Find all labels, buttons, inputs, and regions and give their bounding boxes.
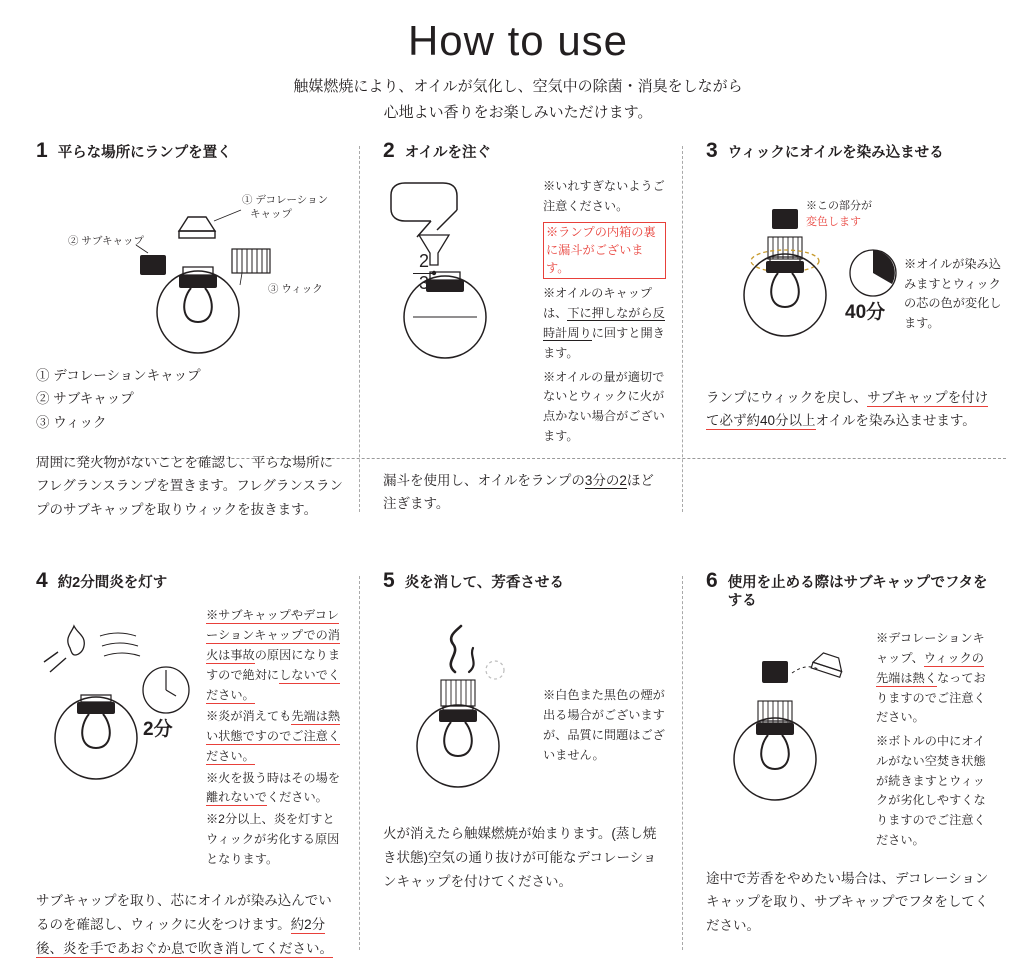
step-4-content	[36, 606, 343, 869]
legend-item-3: ③ ウィック	[36, 415, 107, 431]
step-4-title: 約2分間炎を灯す	[57, 574, 168, 591]
step-5-caption: 火が消えたら触媒燃焼が始まります。(蒸し焼き状態)空気の通り抜けが可能なデコレーションキャップを付けてください。	[383, 826, 657, 889]
step-1-heading	[36, 140, 343, 163]
step-4-note-2: ※炎が消えても先端は熱い状態ですのでご注意ください。	[206, 709, 341, 763]
step-6-notes	[876, 625, 989, 850]
fraction-numerator: 2	[418, 251, 429, 271]
fraction-denominator: 3	[418, 272, 429, 293]
step-4-notes	[206, 606, 343, 869]
page-title: How to use	[407, 17, 629, 64]
step-3-caption-underline-2: 約40分以上	[746, 413, 816, 429]
page-subtitle	[0, 74, 1036, 125]
step-3-divider	[682, 146, 684, 512]
step-3-art-note-red: 変色します	[806, 215, 861, 228]
step-5	[359, 570, 682, 960]
page-header	[0, 0, 1036, 125]
step-1-title: 平らな場所にランプを置く	[57, 145, 232, 161]
step-2-notes	[543, 177, 666, 447]
step-1-label-sub-cap: ② サブキャップ	[68, 234, 144, 247]
step-5-note: ※白色また黒色の煙が出る場合がございますが、品質に問題はございません。	[543, 688, 665, 762]
step-2-caption: 漏斗を使用し、オイルをランプの3分の2ほど注ぎます。	[383, 472, 654, 512]
subtitle-line-1: 触媒燃焼により、オイルが気化し、空気中の除菌・消臭をしながら	[293, 78, 743, 96]
lighting-flame-diagram	[36, 606, 196, 796]
step-6-note-2: ※ボトルの中にオイルがない空焚き状態が続きますとウィックが劣化しやすくなりますのでご注意ください。	[876, 734, 986, 847]
step-2-note-1: ※いれすぎないようご注意ください。	[543, 178, 665, 213]
step-6-divider	[682, 576, 684, 951]
step-1-illustration	[36, 177, 343, 362]
pouring-oil-diagram	[383, 177, 533, 367]
step-3-art-note: ※この部分が 変色します	[806, 199, 872, 231]
step-4-timer: 2分	[143, 719, 173, 741]
step-6-note-1: ※デコレーションキャップ、ウィックの先端は熱くなっておりますのでご注意ください。	[876, 631, 986, 725]
step-2-number: 2	[383, 139, 395, 162]
step-4-caption-underline-2: 炎を手であおぐか息で吹き消してください。	[63, 940, 333, 956]
step-6-caption: 途中で芳香をやめたい場合は、デコレーションキャップを取り、サブキャップでフタをしてください。	[706, 870, 989, 933]
step-3-number: 3	[706, 139, 718, 162]
step-6-heading	[706, 570, 989, 612]
step-6-illustration	[706, 625, 866, 850]
smoke-diagram	[383, 606, 533, 801]
step-3-heading	[706, 140, 989, 163]
step-4	[36, 570, 359, 960]
step-2-note-3: ※オイルのキャップは、下に押しながら反時計周りに回すと開きます。	[543, 286, 665, 360]
step-3-caption-underline-1: サブキャップを付けて必ず	[706, 389, 989, 429]
step-1-label-deco-cap: ① デコレーション キャップ	[242, 193, 329, 221]
step-1-label-wick: ③ ウィック	[268, 282, 323, 295]
step-4-number: 4	[36, 568, 48, 592]
step-5-content	[383, 606, 666, 806]
step-6	[682, 570, 1005, 960]
step-3-title: ウィックにオイルを染み込ませる	[727, 145, 944, 161]
step-4-heading	[36, 570, 343, 593]
step-5-heading	[383, 570, 666, 593]
step-2-note-4: ※オイルの量が適切でないとウィックに火が点かない場合がございます。	[543, 369, 665, 443]
step-1	[36, 140, 359, 522]
step-1-number: 1	[36, 139, 48, 162]
step-2	[359, 140, 682, 522]
legend-item-1: ① デコレーションキャップ	[36, 367, 201, 383]
step-2-fraction	[413, 252, 435, 293]
step-4-note-4: ※2分以上、炎を灯すとウィックが劣化する原因となります。	[206, 812, 340, 866]
step-2-note-2: ※ランプの内箱の裏に漏斗がございます。	[543, 222, 666, 279]
capping-diagram	[706, 625, 866, 820]
step-3	[682, 140, 1005, 522]
step-3-caption: ランプにウィックを戻し、サブキャップを付けて必ず約40分以上オイルを染み込ませます。	[706, 389, 989, 429]
step-4-note-1: ※サブキャップやデコレーションキャップでの消火は事故の原因になりますので絶対にしないでください。	[206, 608, 341, 702]
step-2-heading	[383, 140, 666, 163]
step-5-title: 炎を消して、芳香させる	[404, 574, 564, 591]
step-2-divider	[359, 146, 361, 512]
step-5-illustration	[383, 606, 533, 806]
step-2-title: オイルを注ぐ	[404, 145, 491, 161]
step-6-content	[706, 625, 989, 850]
step-1-legend	[36, 364, 343, 435]
step-3-side-note: ※オイルが染み込みますとウィックの芯の色が変化します。	[904, 256, 1002, 331]
step-2-caption-underline: 3分の2	[584, 472, 627, 488]
step-1-caption: 周囲に発火物がないことを確認し、平らな場所にフレグランスランプを置きます。フレグランスランプのサブキャップを取りウィックを抜きます。	[36, 454, 343, 517]
step-6-title: 使用を止める際はサブキャップでフタをする	[727, 574, 988, 610]
step-3-illustration	[706, 177, 1002, 362]
step-4-caption: サブキャップを取り、芯にオイルが染み込んでいるのを確認し、ウィックに火をつけます。約2分後、炎を手であおぐか息で吹き消してください。	[36, 893, 333, 956]
step-6-number: 6	[706, 568, 718, 592]
step-5-divider	[359, 576, 361, 951]
steps-grid	[36, 140, 1006, 960]
step-4-caption-underline-1: 約2分後、	[36, 917, 326, 956]
step-5-number: 5	[383, 568, 395, 592]
subtitle-line-2: 心地よい香りをお楽しみいただけます。	[383, 103, 653, 121]
step-3-timer: 40分	[845, 301, 886, 323]
step-4-illustration	[36, 606, 196, 869]
legend-item-2: ② サブキャップ	[36, 391, 134, 407]
step-2-content	[383, 177, 666, 447]
step-2-illustration	[383, 177, 533, 447]
step-4-note-3: ※火を扱う時はその場を離れないでください。	[206, 770, 341, 805]
